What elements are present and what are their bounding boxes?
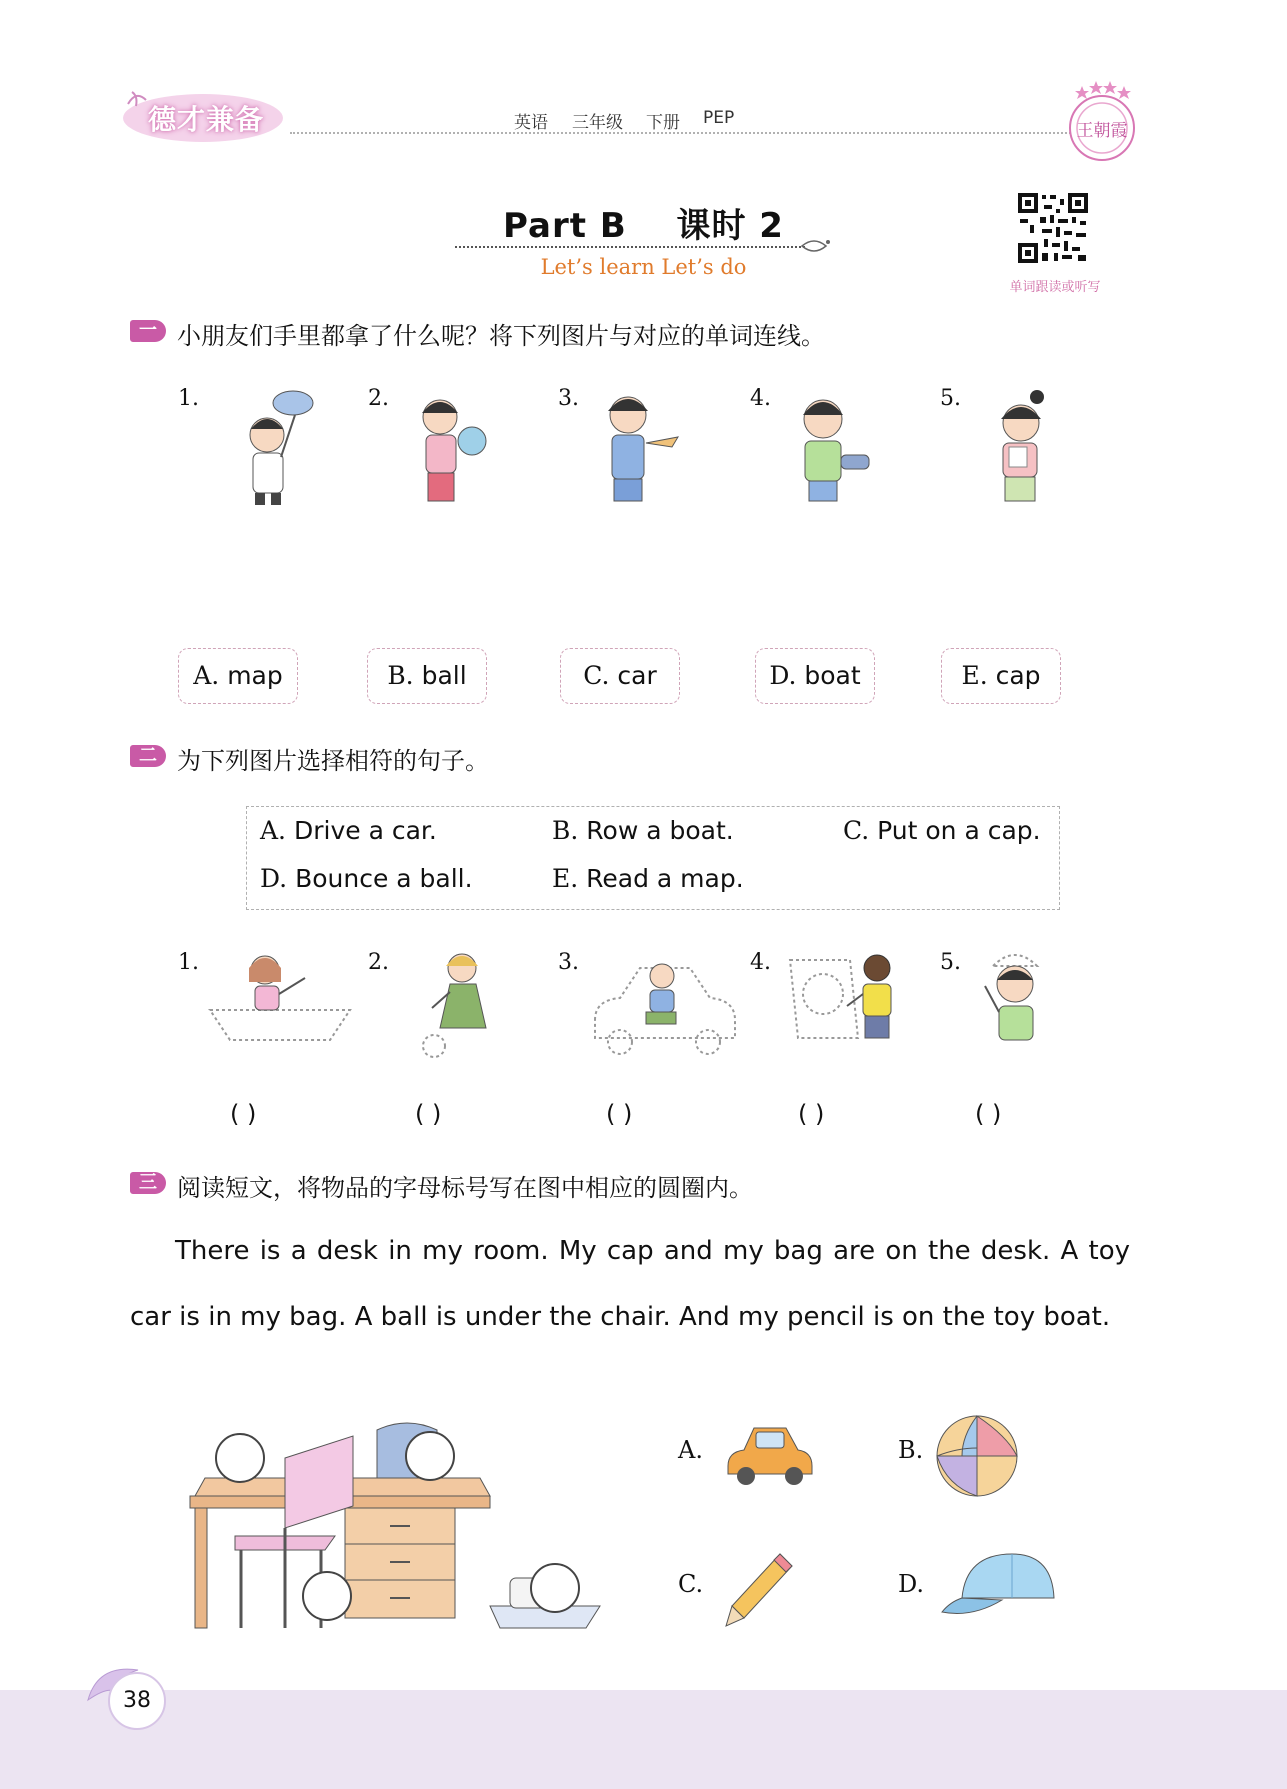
- passage-text: There is a desk in my room. My cap and my bag are on the desk. A toy car is in my bag. A ball is under the chair. And my pencil is on the toy boat.: [130, 1236, 1130, 1332]
- qr-caption: 单词跟读或听写: [1009, 280, 1101, 295]
- s2-number-2: 2.: [368, 950, 389, 975]
- option-a-box: [178, 648, 298, 704]
- answer-blank-3[interactable]: ( ): [606, 1100, 633, 1128]
- option-e-box: [941, 648, 1061, 704]
- boy-with-boat-illustration: [590, 385, 690, 510]
- qr-code-icon[interactable]: [1018, 193, 1088, 263]
- section1-instruction: 小朋友们手里都拿了什么呢？将下列图片与对应的单词连线。: [177, 322, 825, 350]
- s1-number-4: 4.: [750, 386, 771, 411]
- leaf-ornament-icon: [800, 236, 830, 256]
- header-divider: [290, 132, 1090, 134]
- header-volume: 下册: [646, 113, 680, 133]
- sentence-e: [552, 864, 744, 893]
- item-d-label: D.: [898, 1570, 925, 1598]
- option-d-box: [755, 648, 875, 704]
- page-subtitle: Let’s learn Let’s do: [540, 255, 747, 279]
- sentence-e-letter: E.: [552, 864, 579, 893]
- answer-circle-desk-left: [216, 1434, 264, 1482]
- sentence-a-text: Drive a car.: [293, 816, 437, 845]
- publisher-logo: [118, 84, 288, 144]
- answer-blank-4[interactable]: ( ): [798, 1100, 825, 1128]
- option-b-word: ball: [421, 661, 467, 690]
- s1-number-2: 2.: [368, 386, 389, 411]
- footer-band: [0, 1690, 1287, 1789]
- girl-with-map-illustration: [975, 385, 1075, 510]
- sentence-d: [260, 864, 473, 893]
- option-d-word: boat: [804, 661, 861, 690]
- sentence-c-text: Put on a cap.: [877, 816, 1041, 845]
- girl-rowing-boat-illustration: [205, 950, 355, 1060]
- answer-blank-5[interactable]: ( ): [975, 1100, 1002, 1128]
- s2-number-1: 1.: [178, 950, 199, 975]
- sentence-d-letter: D.: [260, 864, 288, 893]
- answer-circle-bag: [406, 1432, 454, 1480]
- header-edition: PEP: [703, 108, 735, 128]
- option-b-letter: B.: [387, 661, 414, 690]
- option-b-box: [367, 648, 487, 704]
- section1-badge: 一: [130, 320, 166, 342]
- answer-blank-2[interactable]: ( ): [415, 1100, 442, 1128]
- item-b-label: B.: [898, 1436, 924, 1464]
- s2-number-3: 3.: [558, 950, 579, 975]
- sentence-a-letter: A.: [260, 816, 287, 845]
- sentence-b: [552, 816, 734, 845]
- sentence-e-text: Read a map.: [586, 864, 744, 893]
- page-number: 38: [108, 1672, 166, 1730]
- seal-badge-icon: [1060, 78, 1144, 164]
- option-c-word: car: [617, 661, 657, 690]
- option-c-box: [560, 648, 680, 704]
- section3-instruction: 阅读短文，将物品的字母标号写在图中相应的圆圈内。: [177, 1174, 753, 1202]
- option-e-word: cap: [995, 661, 1041, 690]
- cap-icon: [940, 1550, 1055, 1620]
- sentence-b-text: Row a boat.: [586, 816, 734, 845]
- sentence-c: [843, 816, 1041, 845]
- pencil-icon: [722, 1550, 797, 1630]
- section3-badge: 三: [130, 1172, 166, 1194]
- reading-passage: [130, 1218, 1130, 1350]
- header-grade: 三年级: [572, 113, 623, 133]
- boy-with-cap-illustration: [225, 385, 325, 510]
- s2-number-5: 5.: [940, 950, 961, 975]
- item-a-label: A.: [678, 1436, 703, 1464]
- logo-text: 德才兼备: [148, 103, 265, 136]
- option-a-word: map: [227, 661, 283, 690]
- boy-driving-car-illustration: [590, 950, 740, 1065]
- section2-instruction: 为下列图片选择相符的句子。: [177, 747, 489, 775]
- answer-circle-boat: [531, 1564, 579, 1612]
- s1-number-3: 3.: [558, 386, 579, 411]
- sentence-d-text: Bounce a ball.: [295, 864, 473, 893]
- sentence-c-letter: C.: [843, 816, 870, 845]
- toy-car-icon: [722, 1418, 817, 1488]
- sentence-b-letter: B.: [552, 816, 579, 845]
- girl-bouncing-ball-illustration: [410, 950, 510, 1065]
- girl-with-ball-illustration: [400, 385, 500, 510]
- s1-number-1: 1.: [178, 386, 199, 411]
- s2-number-4: 4.: [750, 950, 771, 975]
- answer-blank-1[interactable]: ( ): [230, 1100, 257, 1128]
- option-d-letter: D.: [769, 661, 797, 690]
- option-c-letter: C.: [583, 661, 610, 690]
- sentence-a: [260, 816, 437, 845]
- header-subject: 英语: [514, 113, 548, 133]
- title-lesson: 课时 2: [676, 206, 784, 246]
- title-underline: [455, 246, 805, 248]
- item-c-label: C.: [678, 1570, 704, 1598]
- boy-reading-map-illustration: [785, 950, 915, 1065]
- boy-with-car-illustration: [785, 385, 885, 510]
- option-a-letter: A.: [193, 661, 220, 690]
- author-seal: [1060, 78, 1144, 164]
- boy-putting-on-cap-illustration: [975, 950, 1075, 1065]
- seal-text: 王朝霞: [1076, 121, 1128, 141]
- option-e-letter: E.: [961, 661, 988, 690]
- s1-number-5: 5.: [940, 386, 961, 411]
- section2-badge: 二: [130, 745, 166, 767]
- ball-icon: [935, 1414, 1019, 1498]
- desk-room-illustration: [185, 1418, 610, 1638]
- answer-circle-under-chair: [303, 1572, 351, 1620]
- page-title: [0, 198, 1287, 247]
- title-part: Part B: [503, 206, 627, 246]
